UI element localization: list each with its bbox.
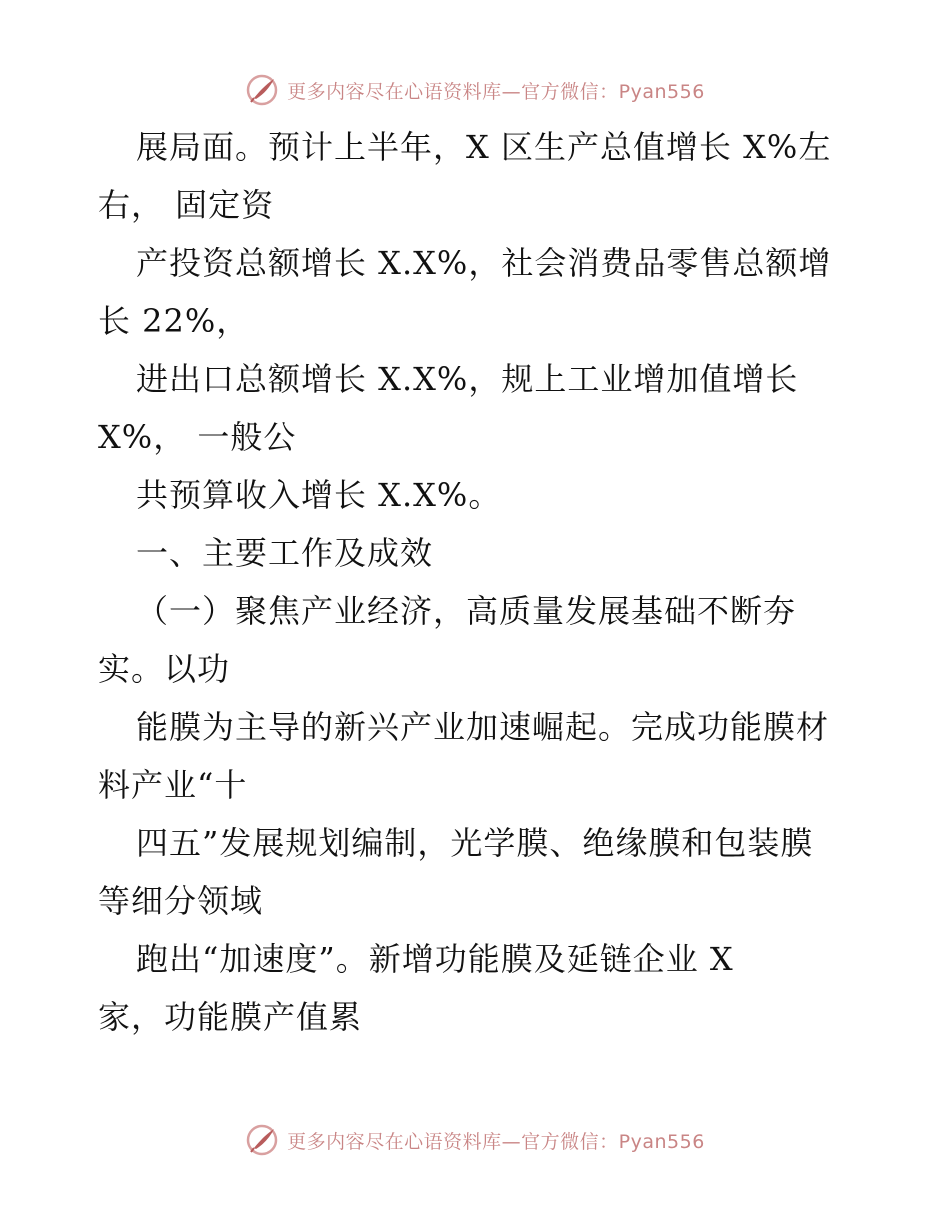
text-line: 长 22%，: [98, 302, 250, 340]
text-line: 等细分领域: [98, 882, 264, 920]
watermark-text: 更多内容尽在心语资料库—官方微信：Pyan556: [287, 80, 705, 103]
header-watermark: [0, 72, 950, 108]
subsection-heading: （一）聚焦产业经济，高质量发展基础不断夯: [136, 592, 797, 630]
text-line: 展局面。预计上半年，X 区生产总值增长 X%左: [136, 128, 832, 166]
text-line: 进出口总额增长 X.X%，规上工业增加值增长: [136, 360, 799, 398]
quill-logo-icon: [245, 1123, 279, 1157]
text-line: 料产业“十: [98, 766, 248, 804]
text-line: 产投资总额增长 X.X%，社会消费品零售总额增: [136, 244, 832, 282]
text-line: 四五”发展规划编制，光学膜、绝缘膜和包装膜: [136, 824, 814, 862]
text-line: 家，功能膜产值累: [98, 998, 363, 1036]
footer-watermark: [0, 1122, 950, 1158]
watermark-text: 更多内容尽在心语资料库—官方微信：Pyan556: [287, 1130, 705, 1153]
text-line: 能膜为主导的新兴产业加速崛起。完成功能膜材: [136, 708, 830, 746]
text-line: X%， 一般公: [98, 418, 297, 456]
quill-logo-icon: [245, 73, 279, 107]
text-line: 跑出“加速度”。新增功能膜及延链企业 X: [136, 940, 734, 978]
text-line: 共预算收入增长 X.X%。: [136, 476, 502, 514]
text-line: 实。以功: [98, 650, 231, 688]
document-body: [98, 118, 858, 1046]
section-heading: 一、主要工作及成效: [136, 534, 434, 572]
text-line: 右， 固定资: [98, 186, 275, 224]
